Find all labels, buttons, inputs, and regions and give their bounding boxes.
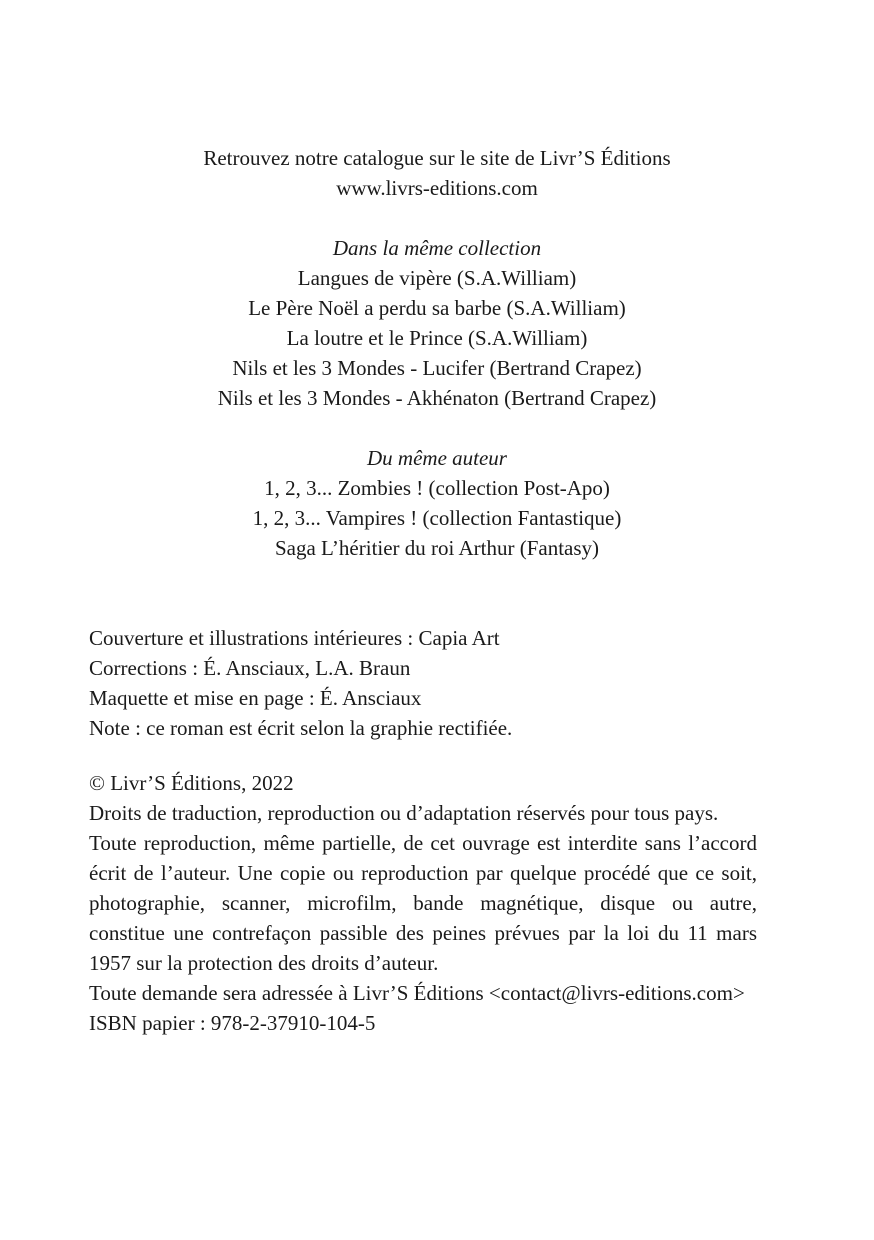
author-title: 1, 2, 3... Zombies ! (collection Post-Apo) [264,476,610,500]
rights-paragraph: Droits de traduction, reproduction ou d’adaptation réservés pour tous pays. [89,801,719,825]
catalogue-notice [0,143,874,203]
collection-title: La loutre et le Prince (S.A.William) [286,326,588,350]
same-collection-heading: Dans la même collection [332,236,542,260]
credit-layout: Maquette et mise en page : É. Ansciaux [89,686,422,710]
isbn-line: ISBN papier : 978-2-37910-104-5 [89,1011,376,1035]
credit-corrections: Corrections : É. Ansciaux, L.A. Braun [89,656,411,680]
author-title: Saga L’héritier du roi Arthur (Fantasy) [274,536,600,560]
collection-title: Nils et les 3 Mondes - Akhénaton (Bertrand Crapez) [217,386,657,410]
website-link[interactable]: www.livrs-editions.com [336,176,538,200]
credit-cover: Couverture et illustrations intérieures : Capia Art [89,626,500,650]
collection-title: Le Père Noël a perdu sa barbe (S.A.William) [248,296,626,320]
same-author-list [0,443,874,563]
reproduction-paragraph: Toute reproduction, même partielle, de cet ouvrage est interdite sans l’accord écrit de l’auteur. Une copie ou reproduction par quelque procédé que ce soit, photographie, scanner, microfilm, bande magnétique, disque ou autre, constitue une contrefaçon passible des peines prévues par la loi du 11 mars 1957 sur la protection des droits d’auteur. [89,831,757,975]
copyright-line: © Livr’S Éditions, 2022 [89,771,294,795]
credits-block [89,623,757,743]
catalogue-line: Retrouvez notre catalogue sur le site de Livr’S Éditions [203,146,671,170]
credit-note: Note : ce roman est écrit selon la graphie rectifiée. [89,716,513,740]
collection-title: Nils et les 3 Mondes - Lucifer (Bertrand Crapez) [232,356,642,380]
author-title: 1, 2, 3... Vampires ! (collection Fantastique) [252,506,622,530]
same-collection-list [0,233,874,413]
collection-title: Langues de vipère (S.A.William) [297,266,577,290]
legal-block [89,768,757,1038]
same-author-heading: Du même auteur [367,446,507,470]
contact-line: Toute demande sera adressée à Livr’S Éditions <contact@livrs-editions.com> [89,981,745,1005]
